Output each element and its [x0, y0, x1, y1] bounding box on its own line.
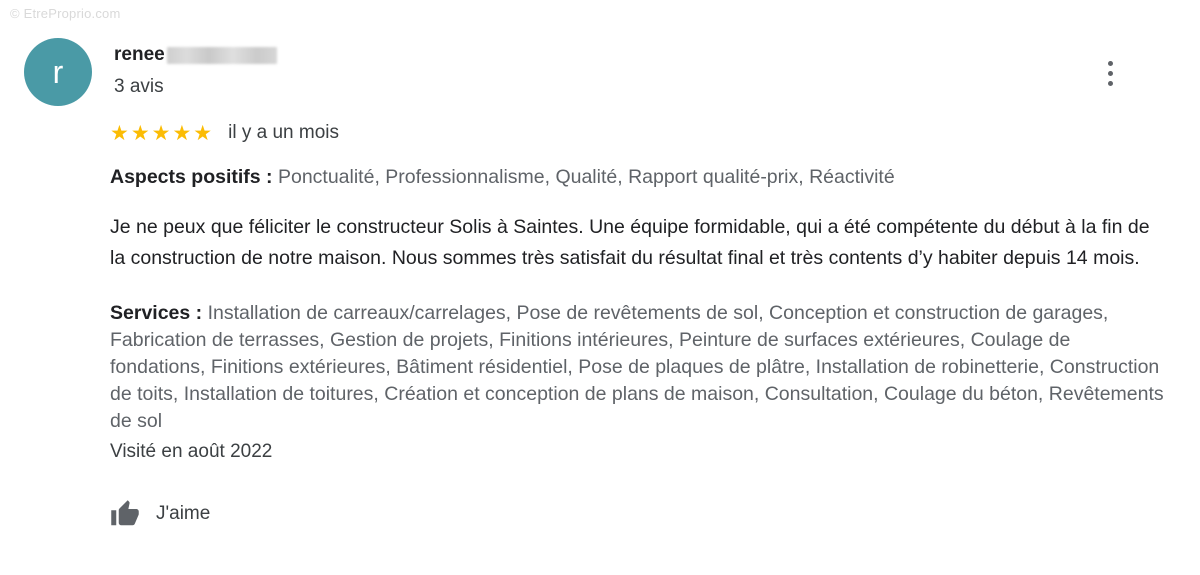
- author-name-redaction: [167, 47, 277, 64]
- like-label: J'aime: [156, 503, 211, 524]
- positive-aspects: [110, 164, 1170, 190]
- services-values: Installation de carreaux/carrelages, Pose de revêtements de sol, Conception et construction de garages, Fabrication de terrasses, Gestion de projets, Finitions intérieures, Peinture de surfaces extérieures, Coulage de fondations, Finitions extérieures, Bâtiment résidentiel, Pose de plaques de plâtre, Installation de robinetterie, Construction de toits, Installation de toitures, Création et conception de plans de maison, Consultation, Coulage du béton, Revêtements de sol: [110, 302, 1164, 432]
- review-text: Je ne peux que féliciter le constructeur Solis à Saintes. Une équipe formidable, qui a été compétente du début à la fin de la construction de notre maison. Nous sommes très satisfait du résultat final et très contents d’y habiter depuis 14 mois.: [110, 216, 1150, 269]
- menu-dot: [1108, 71, 1113, 76]
- services-label: Services :: [110, 302, 203, 324]
- menu-dot: [1108, 61, 1113, 66]
- more-vertical-icon[interactable]: [1096, 52, 1124, 94]
- rating-row: [110, 122, 1170, 144]
- review-time-ago: il y a un mois: [228, 122, 340, 143]
- menu-dot: [1108, 81, 1113, 86]
- author-name-line: [114, 44, 1096, 66]
- review-header: [0, 38, 1200, 106]
- like-button[interactable]: [110, 499, 260, 529]
- author-name: renee: [114, 44, 165, 65]
- visit-date: Visité en août 2022: [110, 441, 273, 462]
- author-review-count: 3 avis: [114, 76, 164, 97]
- star-rating: ★★★★★: [110, 121, 215, 145]
- watermark: © EtreProprio.com: [10, 6, 121, 21]
- positive-aspects-label: Aspects positifs :: [110, 166, 273, 188]
- author-identity: [114, 38, 1096, 98]
- avatar: r: [24, 38, 92, 106]
- review-card: [0, 38, 1200, 529]
- review-body: [0, 122, 1200, 529]
- thumbs-up-icon: [110, 499, 140, 529]
- services-list: [110, 300, 1170, 465]
- positive-aspects-values: Ponctualité, Professionnalisme, Qualité, Rapport qualité-prix, Réactivité: [277, 166, 895, 188]
